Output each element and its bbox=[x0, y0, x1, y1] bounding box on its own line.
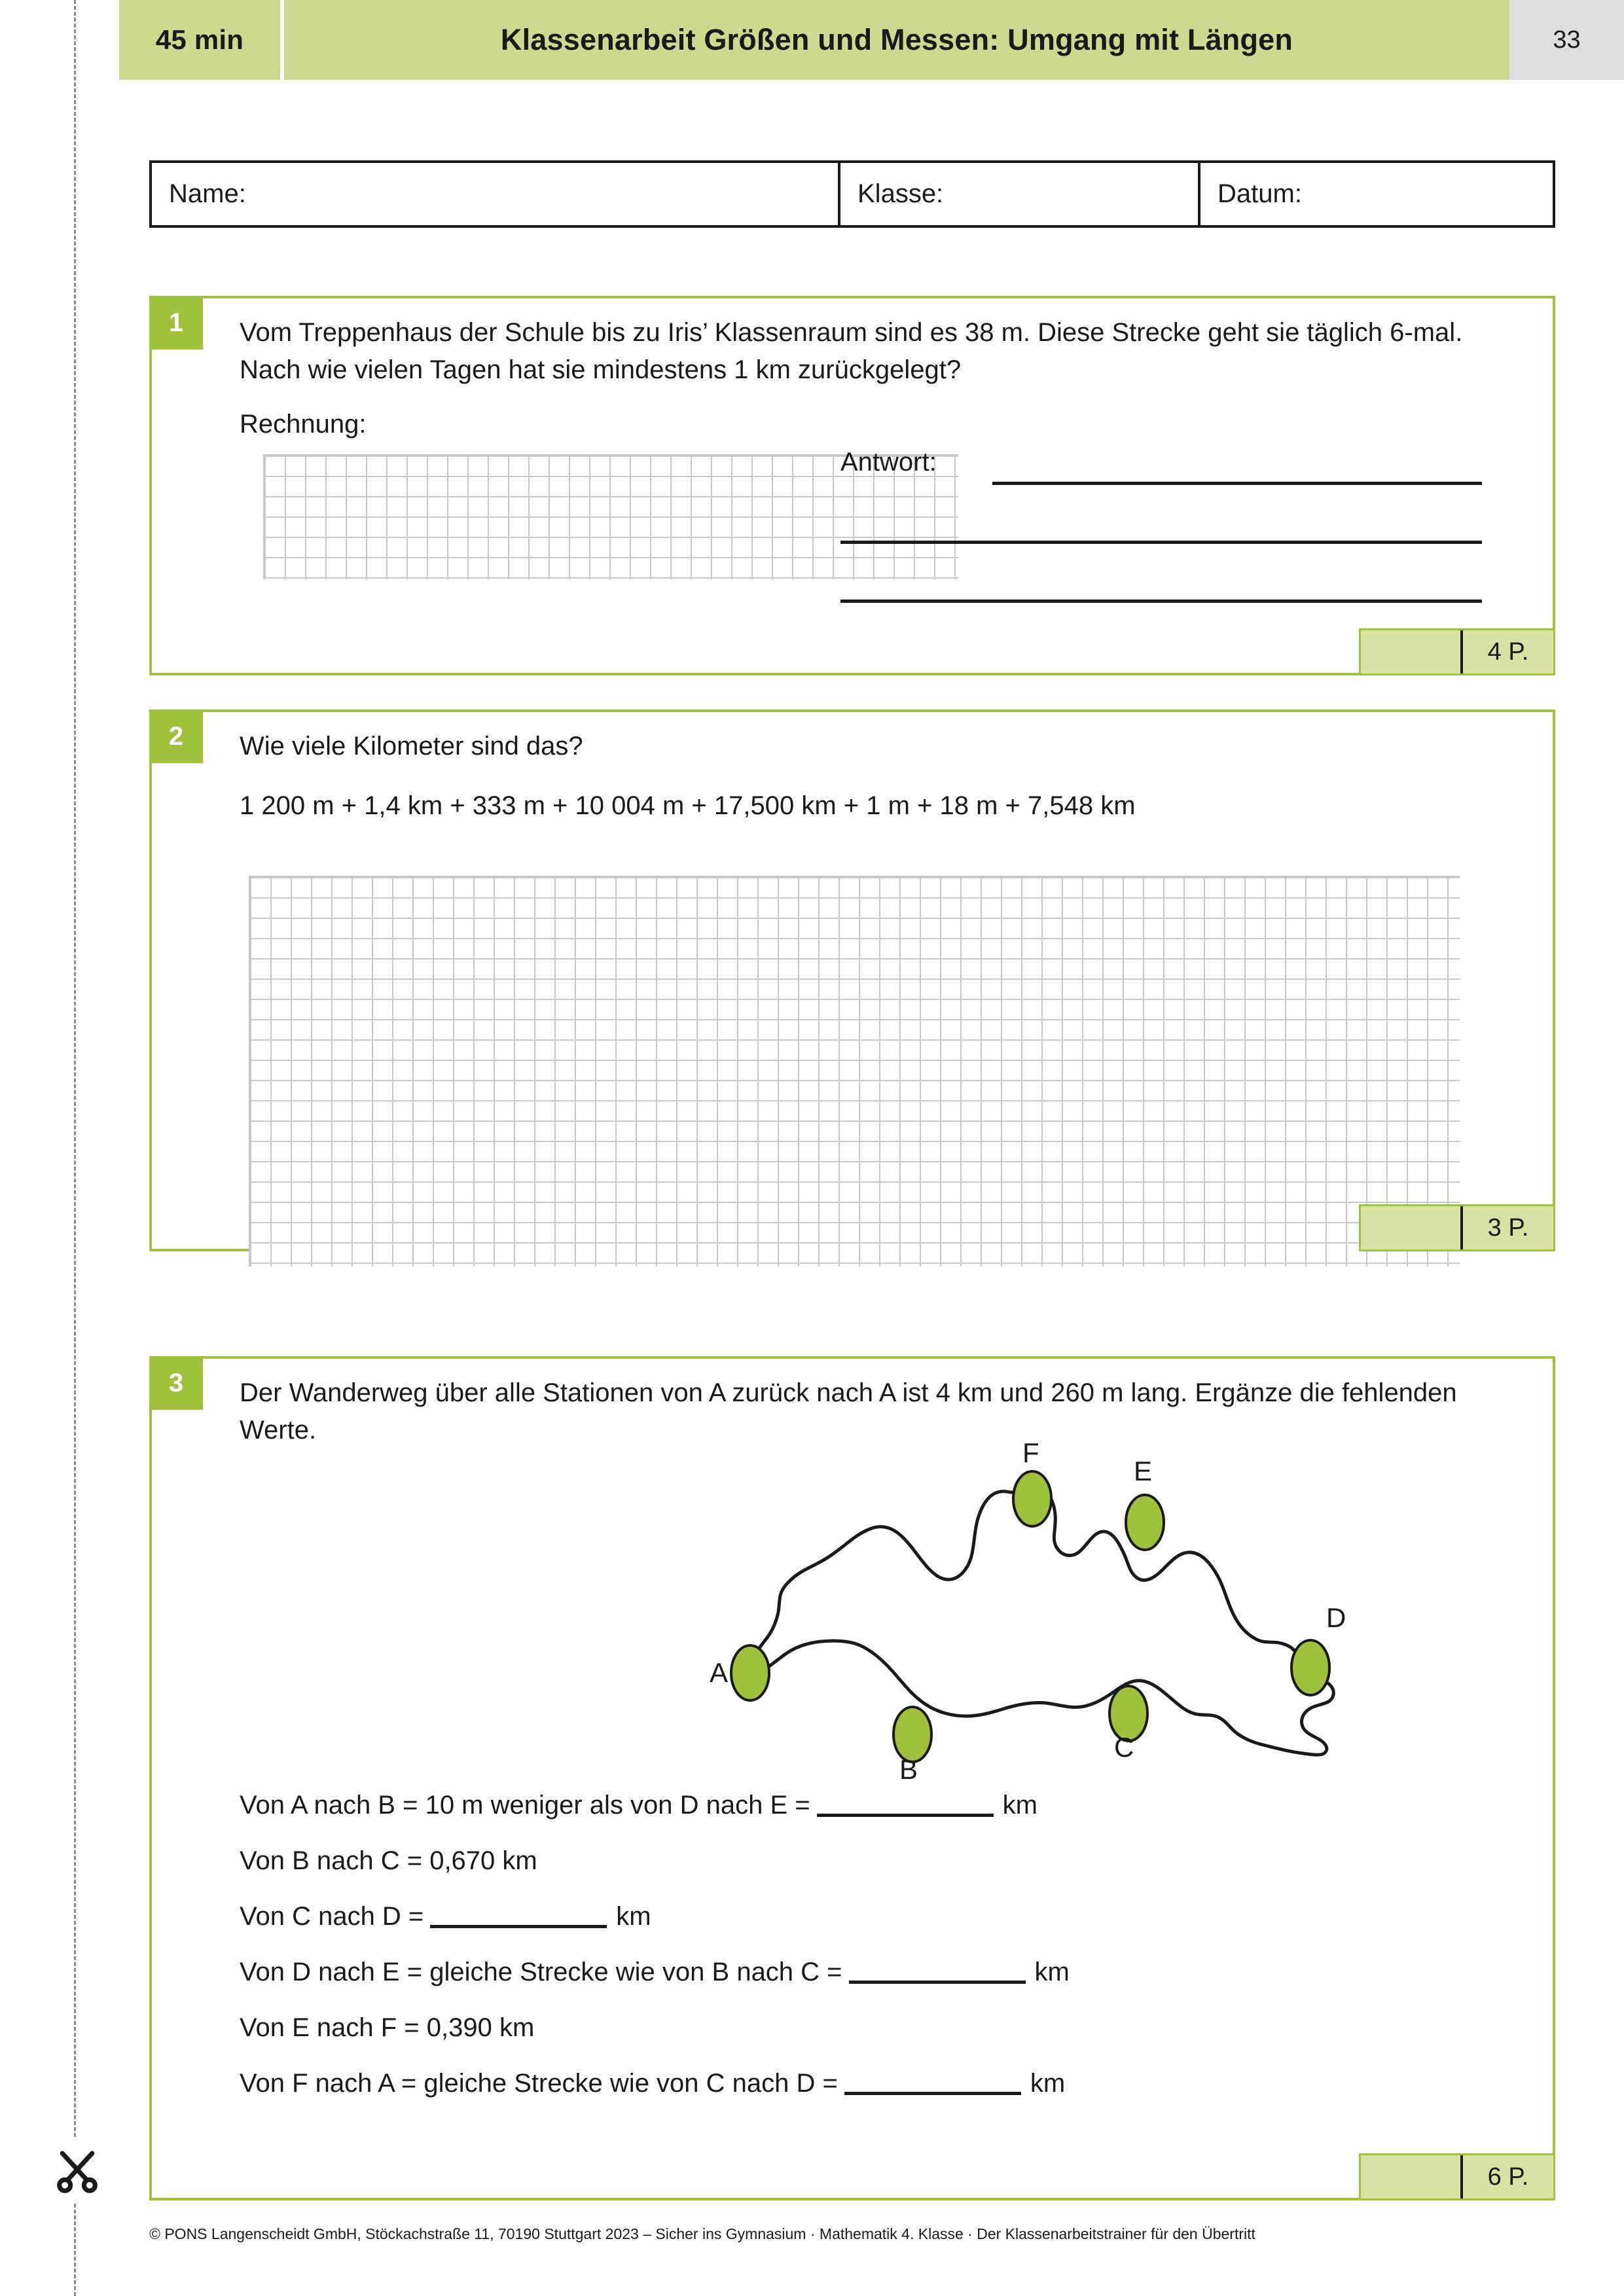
station-label-c: C bbox=[1114, 1732, 1134, 1763]
klasse-label: Klasse: bbox=[857, 179, 944, 208]
station-label-b: B bbox=[899, 1754, 918, 1785]
station-label-e: E bbox=[1134, 1456, 1153, 1486]
statement-row-de bbox=[240, 1945, 1483, 2000]
statement-text-de: Von D nach E = gleiche Strecke wie von B nach C = bbox=[240, 1958, 842, 1986]
task-3-statements bbox=[240, 1778, 1483, 2111]
page-header bbox=[119, 0, 1624, 80]
task-1-number: 1 bbox=[149, 296, 203, 350]
task-2-number: 2 bbox=[149, 709, 203, 763]
station-marker-a bbox=[731, 1645, 769, 1700]
task-1-points-value: 4 P. bbox=[1487, 637, 1529, 666]
task-2-grid-paper[interactable] bbox=[249, 876, 1460, 1266]
page-title: Klassenarbeit Größen und Messen: Umgang mit Längen bbox=[284, 0, 1509, 80]
identity-row bbox=[149, 160, 1555, 228]
datum-label: Datum: bbox=[1218, 179, 1302, 208]
task-3-number: 3 bbox=[149, 1356, 203, 1410]
task-1-points-box bbox=[1359, 628, 1555, 675]
task-1-answer-area bbox=[840, 448, 1482, 585]
task-1 bbox=[149, 296, 1555, 675]
station-label-f: F bbox=[1022, 1437, 1039, 1468]
statement-text-bc: Von B nach C = 0,670 km bbox=[240, 1846, 537, 1875]
answer-line-2[interactable] bbox=[840, 541, 1482, 544]
station-label-a: A bbox=[710, 1657, 729, 1688]
task-3-points-box bbox=[1359, 2153, 1555, 2200]
name-label: Name: bbox=[169, 179, 246, 208]
statement-text-ab: Von A nach B = 10 m weniger als von D nach E = bbox=[240, 1791, 810, 1820]
statement-text-ef: Von E nach F = 0,390 km bbox=[240, 2013, 535, 2042]
page-number: 33 bbox=[1509, 0, 1624, 80]
task-1-prompt: Vom Treppenhaus der Schule bis zu Iris’ Klassenraum sind es 38 m. Diese Strecke geht sie täglich 6-mal. Nach wie vielen Tagen hat sie mindestens 1 km zurückgelegt? bbox=[240, 318, 1463, 384]
statement-text-fa: Von F nach A = gleiche Strecke wie von C nach D = bbox=[240, 2069, 838, 2098]
task-2-prompt: Wie viele Kilometer sind das? bbox=[240, 732, 583, 761]
hiking-trail-diagram bbox=[670, 1437, 1390, 1785]
task-3-prompt: Der Wanderweg über alle Stationen von A zurück nach A ist 4 km und 260 m lang. Ergänze die fehlenden Werte. bbox=[240, 1378, 1457, 1444]
task-2-points-box bbox=[1359, 1204, 1555, 1251]
statement-blank-cd[interactable] bbox=[430, 1908, 607, 1928]
statement-row-fa bbox=[240, 2056, 1483, 2111]
cut-dashed-line bbox=[74, 0, 76, 2296]
task-2-points-value: 3 P. bbox=[1487, 1213, 1529, 1242]
statement-row-cd bbox=[240, 1889, 1483, 1945]
task-1-rechnung-label: Rechnung: bbox=[240, 409, 367, 439]
answer-line-3[interactable] bbox=[840, 600, 1482, 603]
statement-unit-fa: km bbox=[1030, 2069, 1066, 2098]
statement-row-bc bbox=[240, 1833, 1483, 1889]
datum-field[interactable] bbox=[1198, 163, 1553, 225]
station-label-d: D bbox=[1326, 1602, 1346, 1633]
statement-blank-fa[interactable] bbox=[844, 2075, 1021, 2095]
copyright-footer: © PONS Langenscheidt GmbH, Stöckachstraße 11, 70190 Stuttgart 2023 – Sicher ins Gymnasium · Mathematik 4. Klasse · Der Klassenarbeitstrainer für den Übertritt bbox=[149, 2225, 1255, 2242]
statement-blank-ab[interactable] bbox=[817, 1797, 994, 1817]
task-3-points-input[interactable] bbox=[1361, 2155, 1463, 2198]
task-3 bbox=[149, 1356, 1555, 2200]
task-2-points-input[interactable] bbox=[1361, 1206, 1463, 1249]
answer-line-1[interactable] bbox=[992, 482, 1482, 485]
task-2 bbox=[149, 709, 1555, 1251]
task-2-equation: 1 200 m + 1,4 km + 333 m + 10 004 m + 17,500 km + 1 m + 18 m + 7,548 km bbox=[240, 791, 1136, 820]
klasse-field[interactable] bbox=[838, 163, 1198, 225]
station-marker-e bbox=[1126, 1495, 1164, 1550]
trail-path bbox=[748, 1486, 1333, 1755]
statement-unit-ab: km bbox=[1002, 1791, 1038, 1820]
statement-blank-de[interactable] bbox=[849, 1964, 1026, 1984]
station-marker-f bbox=[1013, 1471, 1051, 1526]
statement-unit-cd: km bbox=[616, 1902, 651, 1931]
task-1-antwort-label: Antwort: bbox=[840, 448, 937, 476]
statement-unit-de: km bbox=[1034, 1958, 1070, 1986]
task-3-points-value: 6 P. bbox=[1487, 2162, 1529, 2191]
scissors-icon bbox=[46, 2139, 109, 2202]
time-limit: 45 min bbox=[119, 0, 280, 80]
name-field[interactable] bbox=[152, 163, 838, 225]
station-marker-d bbox=[1291, 1640, 1329, 1695]
statement-text-cd: Von C nach D = bbox=[240, 1902, 424, 1931]
statement-row-ab bbox=[240, 1778, 1483, 1833]
task-1-points-input[interactable] bbox=[1361, 630, 1463, 673]
statement-row-ef bbox=[240, 2000, 1483, 2056]
